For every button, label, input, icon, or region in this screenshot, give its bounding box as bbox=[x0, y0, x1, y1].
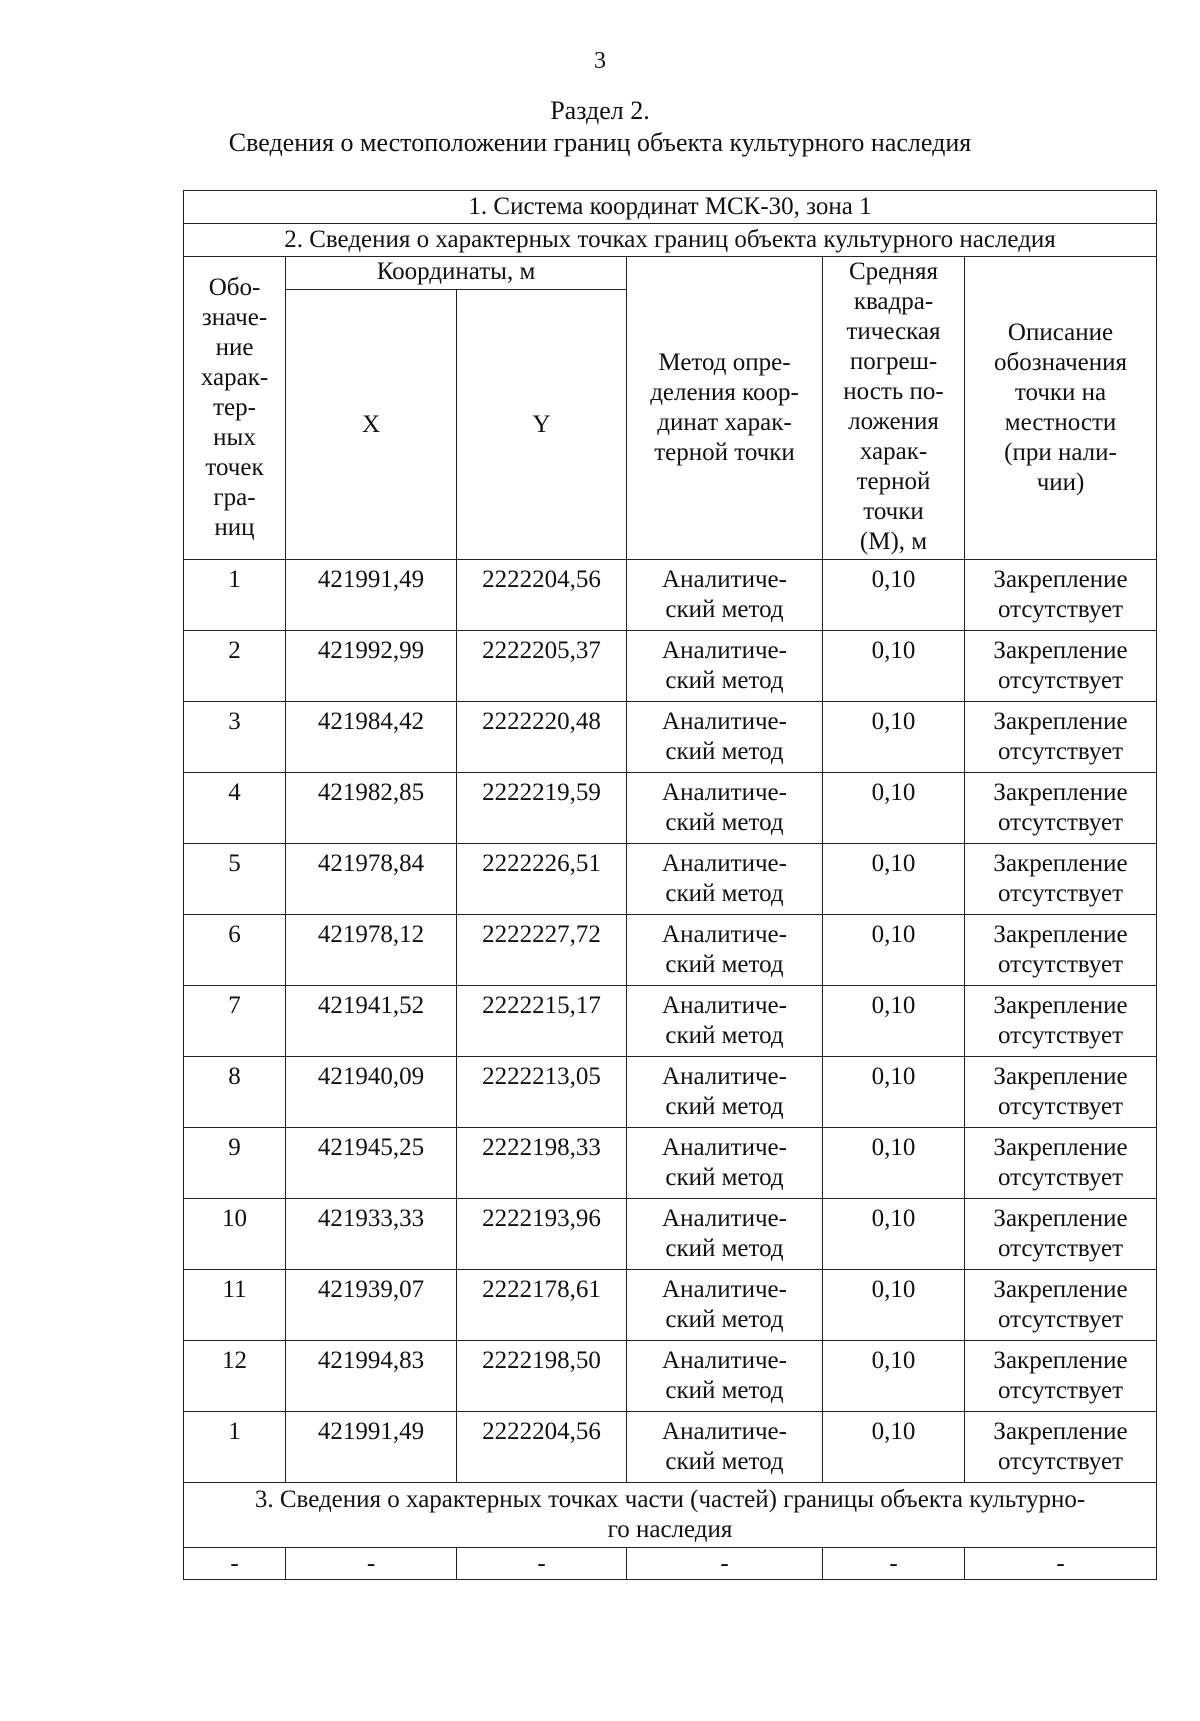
cell-point: 6 bbox=[184, 915, 286, 986]
cell-y: 2222198,50 bbox=[457, 1341, 627, 1412]
cell-description: Закрепление отсутствует bbox=[965, 1341, 1157, 1412]
cell-point: 9 bbox=[184, 1128, 286, 1199]
header-coordinates: Координаты, м bbox=[286, 257, 627, 290]
dash-cell: - bbox=[627, 1548, 823, 1580]
cell-method: Аналитиче- ский метод bbox=[627, 1412, 823, 1483]
table-row bbox=[184, 1412, 1157, 1483]
empty-parts-row bbox=[184, 1548, 1157, 1580]
cell-y: 2222205,37 bbox=[457, 631, 627, 702]
cell-point: 12 bbox=[184, 1341, 286, 1412]
header-x: X bbox=[286, 290, 457, 560]
cell-description: Закрепление отсутствует bbox=[965, 631, 1157, 702]
cell-description: Закрепление отсутствует bbox=[965, 844, 1157, 915]
cell-method: Аналитиче- ский метод bbox=[627, 1341, 823, 1412]
table-row bbox=[184, 1199, 1157, 1270]
dash-cell: - bbox=[286, 1548, 457, 1580]
table-row bbox=[184, 915, 1157, 986]
cell-x: 421984,42 bbox=[286, 702, 457, 773]
cell-x: 421945,25 bbox=[286, 1128, 457, 1199]
cell-x: 421994,83 bbox=[286, 1341, 457, 1412]
cell-x: 421992,99 bbox=[286, 631, 457, 702]
cell-point: 1 bbox=[184, 560, 286, 631]
cell-method: Аналитиче- ский метод bbox=[627, 631, 823, 702]
page-number: 3 bbox=[594, 48, 606, 74]
cell-method: Аналитиче- ский метод bbox=[627, 702, 823, 773]
dash-cell: - bbox=[823, 1548, 965, 1580]
table-row bbox=[184, 631, 1157, 702]
cell-error: 0,10 bbox=[823, 1412, 965, 1483]
cell-point: 10 bbox=[184, 1199, 286, 1270]
cell-y: 2222213,05 bbox=[457, 1057, 627, 1128]
cell-error: 0,10 bbox=[823, 1128, 965, 1199]
cell-description: Закрепление отсутствует bbox=[965, 1199, 1157, 1270]
coordinate-system-row: 1. Система координат МСК-30, зона 1 bbox=[184, 191, 1157, 224]
dash-cell: - bbox=[457, 1548, 627, 1580]
cell-method: Аналитиче- ский метод bbox=[627, 1270, 823, 1341]
cell-description: Закрепление отсутствует bbox=[965, 1270, 1157, 1341]
document-title: Сведения о местоположении границ объекта культурного наследия bbox=[228, 128, 972, 157]
cell-y: 2222226,51 bbox=[457, 844, 627, 915]
boundary-points-table bbox=[183, 190, 1157, 1580]
cell-error: 0,10 bbox=[823, 631, 965, 702]
cell-point: 1 bbox=[184, 1412, 286, 1483]
points-section-heading: 2. Сведения о характерных точках границ объекта культурного наследия bbox=[184, 224, 1157, 257]
cell-point: 8 bbox=[184, 1057, 286, 1128]
cell-description: Закрепление отсутствует bbox=[965, 1057, 1157, 1128]
table-row bbox=[184, 702, 1157, 773]
header-description: Описание обозначения точки на местности (при нали- чии) bbox=[965, 257, 1157, 560]
cell-error: 0,10 bbox=[823, 702, 965, 773]
cell-y: 2222227,72 bbox=[457, 915, 627, 986]
cell-x: 421982,85 bbox=[286, 773, 457, 844]
section-heading: Раздел 2. bbox=[550, 96, 650, 125]
cell-point: 3 bbox=[184, 702, 286, 773]
cell-error: 0,10 bbox=[823, 1341, 965, 1412]
cell-method: Аналитиче- ский метод bbox=[627, 560, 823, 631]
cell-error: 0,10 bbox=[823, 986, 965, 1057]
cell-x: 421941,52 bbox=[286, 986, 457, 1057]
cell-point: 4 bbox=[184, 773, 286, 844]
table-row bbox=[184, 986, 1157, 1057]
cell-point: 7 bbox=[184, 986, 286, 1057]
table-row bbox=[184, 1128, 1157, 1199]
cell-description: Закрепление отсутствует bbox=[965, 560, 1157, 631]
table-row bbox=[184, 1270, 1157, 1341]
cell-point: 11 bbox=[184, 1270, 286, 1341]
cell-x: 421991,49 bbox=[286, 1412, 457, 1483]
cell-error: 0,10 bbox=[823, 1057, 965, 1128]
cell-method: Аналитиче- ский метод bbox=[627, 915, 823, 986]
cell-x: 421978,12 bbox=[286, 915, 457, 986]
cell-y: 2222219,59 bbox=[457, 773, 627, 844]
cell-method: Аналитиче- ский метод bbox=[627, 1199, 823, 1270]
cell-error: 0,10 bbox=[823, 1270, 965, 1341]
cell-x: 421991,49 bbox=[286, 560, 457, 631]
cell-point: 5 bbox=[184, 844, 286, 915]
cell-method: Аналитиче- ский метод bbox=[627, 773, 823, 844]
header-method: Метод опре- деления коор- динат харак- терной точки bbox=[627, 257, 823, 560]
header-designation: Обо- значе- ние харак- тер- ных точек гра- ниц bbox=[184, 257, 286, 560]
table-row bbox=[184, 844, 1157, 915]
cell-x: 421939,07 bbox=[286, 1270, 457, 1341]
cell-method: Аналитиче- ский метод bbox=[627, 1057, 823, 1128]
table-row bbox=[184, 1341, 1157, 1412]
table-row bbox=[184, 1057, 1157, 1128]
cell-y: 2222198,33 bbox=[457, 1128, 627, 1199]
cell-error: 0,10 bbox=[823, 773, 965, 844]
table-row bbox=[184, 773, 1157, 844]
parts-section-heading: 3. Сведения о характерных точках части (частей) границы объекта культурно- го наследия bbox=[184, 1483, 1157, 1548]
cell-description: Закрепление отсутствует bbox=[965, 915, 1157, 986]
cell-error: 0,10 bbox=[823, 1199, 965, 1270]
cell-x: 421978,84 bbox=[286, 844, 457, 915]
cell-y: 2222204,56 bbox=[457, 560, 627, 631]
cell-description: Закрепление отсутствует bbox=[965, 702, 1157, 773]
cell-method: Аналитиче- ский метод bbox=[627, 1128, 823, 1199]
cell-point: 2 bbox=[184, 631, 286, 702]
cell-y: 2222204,56 bbox=[457, 1412, 627, 1483]
cell-y: 2222178,61 bbox=[457, 1270, 627, 1341]
dash-cell: - bbox=[965, 1548, 1157, 1580]
cell-y: 2222193,96 bbox=[457, 1199, 627, 1270]
cell-description: Закрепление отсутствует bbox=[965, 1412, 1157, 1483]
cell-description: Закрепление отсутствует bbox=[965, 773, 1157, 844]
cell-error: 0,10 bbox=[823, 560, 965, 631]
cell-x: 421940,09 bbox=[286, 1057, 457, 1128]
cell-y: 2222220,48 bbox=[457, 702, 627, 773]
table-row bbox=[184, 560, 1157, 631]
cell-error: 0,10 bbox=[823, 915, 965, 986]
dash-cell: - bbox=[184, 1548, 286, 1580]
cell-x: 421933,33 bbox=[286, 1199, 457, 1270]
cell-method: Аналитиче- ский метод bbox=[627, 986, 823, 1057]
header-error: Средняя квадра- тическая погреш- ность по- ложения харак- терной точки (М), м bbox=[823, 257, 965, 560]
cell-error: 0,10 bbox=[823, 844, 965, 915]
cell-description: Закрепление отсутствует bbox=[965, 986, 1157, 1057]
header-y: Y bbox=[457, 290, 627, 560]
cell-y: 2222215,17 bbox=[457, 986, 627, 1057]
cell-description: Закрепление отсутствует bbox=[965, 1128, 1157, 1199]
cell-method: Аналитиче- ский метод bbox=[627, 844, 823, 915]
